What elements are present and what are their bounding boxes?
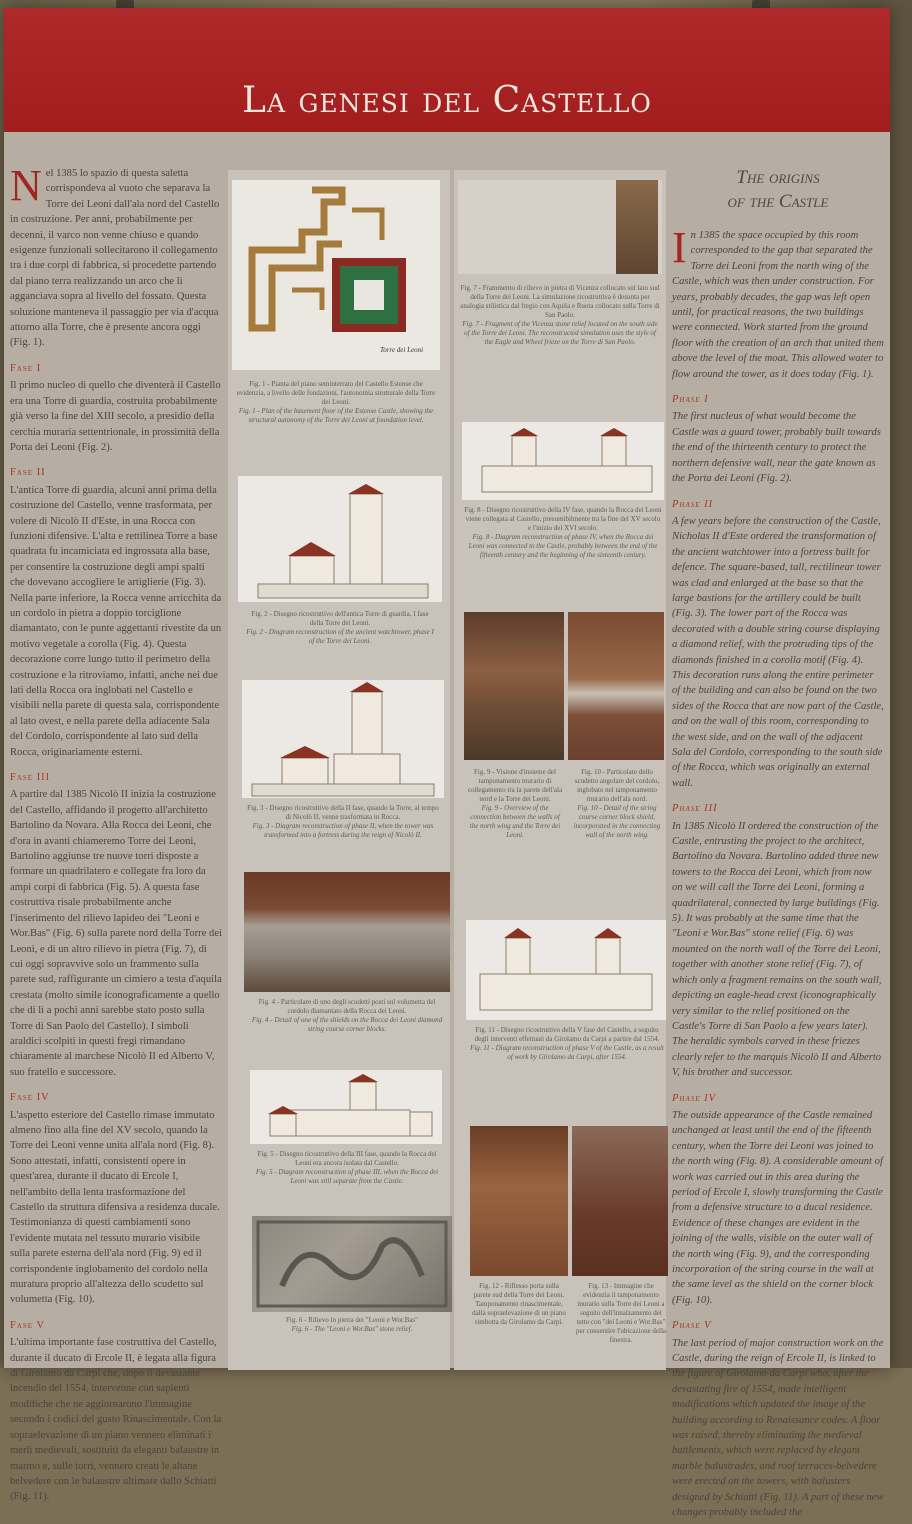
english-intro [672,223,884,382]
fig7-caption [460,284,660,347]
phase-heading: Phase III [672,803,718,815]
fig8-reconstruction-drawing [462,422,664,500]
phase-heading: Fase I [10,362,42,374]
caption-en: Fig. 2 - Diagram reconstruction of the ancient watchtower, phase I of the Torre dei Leoni. [246,628,434,645]
caption-it: Fig. 12 - Riflesso porta sulla parete sud della Torre dei Leoni. Tamponamento rinascimentale, dalla sopraelevazione di un piano rimbotta da Girolamo da Carpi. [472,1282,566,1326]
fig3-reconstruction-drawing [242,680,444,798]
phase-text: In 1385 Nicolò II ordered the construction of the Castle, entrusting the project to the architect, Bartolino da Novara. Bartolino added three new towers to the Rocca dei Leoni, which from now on we will call the Torre dei Leoni, forming a quadrilateral, connected by large buildings (Fig. 5). It was probably at the same time that the "Leoni e Wor.Bas" stone relief (Fig. 6) was mounted on the north wall of the Torre dei Leoni, together with another stone relief (Fig. 7), of which only a fragment remains on the south wall, depicting an eagle-head crest (iconographically very similar to the relief positioned on the Castle's Torre di San Paolo a few years later). The heraldic symbols carved in these friezes clearly refer to the marquis Nicolò II and Alberto V, his brother and successor. [672,820,882,1079]
caption-en: Fig. 3 - Diagram reconstruction of phase II, when the tower was transformed into a fortress during the reign of Nicolò II. [252,822,434,839]
caption-it: Fig. 5 - Disegno ricostruttivo della III fase, quando la Rocca dei Leoni era ancora isolata dal Castello. [257,1150,437,1167]
phase-text: L'aspetto esteriore del Castello rimase immutato almeno fino alla fine del XV secolo, quando la Torre dei Leoni venne unita all'ala nord (Fig. 8). Sono attestati, infatti, consistenti opere in quest'area, durante il ducato di Ercole I, nell'ambito della lenta trasformazione del Castello da struttura difensiva a residenza ducale. Testimonianza di questi cambiamenti sono l'evidente mutata nel tessuto murario visibile sulla parete esterna dell'ala nord (Fig. 9) ed il corrispondente inglobamento del cordolo nella muratura proprio all'altezza dello scudetto sul volumetta (Fig. 10). [10,1109,220,1306]
exhibit-panel [4,8,890,1519]
english-text-column [672,166,884,1524]
fig2-reconstruction-drawing [238,476,442,602]
fig11-reconstruction-drawing [466,920,666,1020]
fig1-caption [236,380,436,425]
phase-text: A few years before the construction of the Castle, Nicholas II d'Este ordered the transformation of the ancient watchtower into a fortress built for defence. The square-based, tall, rectilinear tower was clad and enlarged at the base so that the large bastions for the artillery could be built (Fig. 3). The lower part of the Rocca was decorated with a double string course displaying a diamond relief, with the protruding tips of the diamonds finished in a corolla motif (Fig. 4). This decoration runs along the entire perimeter of the building and can also be found on the two sides of the Rocca that are now part of the Castle, and on the wall of this room, corresponding to the west side, and on the wall of the adjacent Sala del Cordolo, corresponding to the south side of the Rocca, which was originally an external wall. [672,515,884,789]
caption-it: Fig. 9 - Visione d'insieme del tamponamento murario di collegamento tra la parete dell'ala nord e la Torre dei Leoni. [467,768,563,803]
fig4-caption [248,998,446,1034]
fig2-caption [244,610,436,646]
caption-en: Fig. 5 - Diagram reconstruction of phase III, when the Rocca dei Leoni was still separate from the Castle. [255,1168,439,1185]
phase-heading: Fase V [10,1319,46,1331]
caption-it: Fig. 8 - Disegno ricostruttivo della IV fase, quando la Rocca dei Leoni viene collegata al Castello, presumibilmente tra la fine del XV secolo e l'inizio del XVI secolo. [464,506,662,532]
caption-en: Fig. 8 - Diagram reconstruction of phase IV, when the Rocca dei Leoni was connected to the Castle, probably between the end of the fifteenth century and the beginning of the sixteenth century. [468,533,658,559]
phase-heading: Fase III [10,772,51,784]
fig10-shield-photo [568,612,664,760]
fig9-caption [466,768,564,840]
english-intro-text: n 1385 the space occupied by this room corresponded to the gap that separated the Torre dei Leoni from the north wing of the Castle, which was then under construction. For years, probably decades, the gap was left open until, for practical reasons, the two buildings were connected. Work started from the ground floor with the creation of an arch that united them above the level of the moat. This allowed water to flow around the tower, as it does today (Fig. 1). [672,230,884,380]
fig5-reconstruction-drawing [250,1070,442,1144]
phase-heading: Fase IV [10,1092,50,1104]
english-title-line1: The origins [736,167,820,188]
fig4-string-course-photo [244,872,450,992]
italian-dropcap: N [10,161,42,210]
fig12-door-photo [470,1126,568,1276]
caption-it: Fig. 11 - Disegno ricostruttivo della V fase del Castello, a seguito degli interventi effettuati da Girolamo da Carpi a partire dal 1554. [474,1026,660,1043]
caption-it: Fig. 7 - Frammento di rilievo in pietra di Vicenza collocato sul lato sud della Torre dei Leoni. La simulazione ricostruttiva è desunta per analogia stilistica dal fregio con Aquila e Ruota collocato sulla Torre di San Paolo. [460,284,660,319]
fig7-relief-simulation [458,180,662,274]
italian-text-column [10,161,222,1508]
fig13-caption [574,1282,668,1345]
fig9-north-wing-photo [464,612,564,760]
phase-heading: Phase I [672,394,709,406]
caption-it: Fig. 10 - Particolare dello scudetto angolare del cordolo, inglobato nel tamponamento murario dell'ala nord. [574,768,660,803]
phase-text: The last period of major construction work on the Castle, during the reign of Ercole II, is linked to the figure of Girolamo da Carpi who, after the devastating fire of 1554, made intelligent modifications which updated the image of the building according to Renaissance codes. A floor was raised, thereby eliminating the medieval battlements, which were replaced by elegant marble balustrades, and roof terraces-belvedere were erected on the towers, with balusters designed by Schiatti (Fig. 11). A part of these new changes probably included the [672,1337,884,1519]
fig13-wall-photo [572,1126,668,1276]
caption-it: Fig. 1 - Pianta del piano seminterrato del Castello Estense che evidenzia, a livello delle fondazioni, l'autonomia strutturale della Torre dei Leoni. [236,380,436,406]
caption-it: Fig. 2 - Disegno ricostruttivo dell'antica Torre di guardia, I fase della Torre dei Leoni. [251,610,429,627]
fig6-stone-relief-photo [252,1216,452,1312]
fig5-caption [252,1150,442,1186]
caption-it: Fig. 3 - Disegno ricostruttivo della II fase, quando la Torre, al tempo di Nicolò II, venne trasformata in Rocca. [247,804,439,821]
caption-en: Fig. 7 - Fragment of the Vicenza stone relief located on the south side of the Torre dei Leoni. The reconstructed simulation uses the style of the Eagle and Wheel frieze on the Torre di San Paolo. [462,320,658,346]
panel-title: La genesi del Castello [242,80,652,121]
title-banner [4,8,890,132]
fig6-caption [256,1316,448,1334]
phase-text: L'ultima importante fase costruttiva del Castello, durante il ducato di Ercole II, è legata alla figura di Girolamo da Carpi che, dopo il devastante incendio del 1554, intervenne con sapienti modifiche che ne aggiornarono l'immagine secondo i codici del gusto Rinascimentale. Con la sopraelevazione di un piano vennero eliminati i merli medievali, sostituiti da eleganti balaustre in marmo e, sulle torri, vennero creati le altane belvedere con le balaustre ultimate dallo Schiatti (Fig. 11). [10,1337,222,1503]
phase-text: The outside appearance of the Castle remained unchanged at least until the end of the fifteenth century, when the Torre dei Leoni was joined to the north wing (Fig. 8). A considerable amount of work was carried out in this area during the period of Ercole I, slowly transforming the Castle from a defensive structure to a ducal residence. Evidence of these changes are evident in the joining of the walls, visible on the outer wall of the north wing (Fig. 9), and the corresponding incorporation of the string course in the wall at the same level as the shield on the corner block (Fig. 10). [672,1109,883,1306]
caption-it: Fig. 4 - Particolare di uno degli scudetti posti sul volumetta del cordolo diamantato della Rocca dei Leoni. [258,998,436,1015]
phase-heading: Fase II [10,467,46,479]
caption-it: Fig. 6 - Rilievo in pietra dei "Leoni e Wor.Bas" [286,1316,418,1324]
italian-intro-text: el 1385 lo spazio di questa saletta corrispondeva al vuoto che separava la Torre dei Leoni dall'ala nord del Castello in costruzione. Per anni, probabilmente per decenni, il varco non venne chiuso e quando esigenze funzionali sollecitarono il collegamento tra i due corpi di fabbrica, si procedette partendo dal piano terra realizzando un arco che li agganciava sopra al livello del fossato. Questa soluzione manteneva il passaggio per via d'acqua attorno alla Torre, che è presente ancora oggi (Fig. 1). [10,168,220,349]
caption-en: Fig. 10 - Detail of the string course corner block shield, incorporated in the connecting wall of the north wing. [573,804,661,839]
caption-en: Fig. 11 - Diagram reconstruction of phase V of the Castle, as a result of work by Girolamo da Carpi, after 1554. [470,1044,664,1061]
english-title-line2: of the Castle [727,191,829,212]
phase-heading: Phase V [672,1320,712,1332]
phase-heading: Phase II [672,498,714,510]
italian-intro [10,161,222,351]
english-dropcap: I [672,223,687,272]
caption-it: Fig. 13 - Immagine che evidenzia il tamponamento murario sulla Torre dei Leoni a seguito dell'innalzamento del tetto con "dei Leoni e Wor.Bas" per consentire l'ubicazione della finestra. [575,1282,667,1344]
fig1-map-label: Torre dei Leoni [380,346,424,354]
phase-text: Il primo nucleo di quello che diventerà il Castello era una Torre di guardia, costruita probabilmente già verso la fine del XIII secolo, a presidio della cerchia muraria settentrionale, in prossimità della Porta dei Leoni (Fig. 2). [10,380,221,453]
caption-en: Fig. 4 - Detail of one of the shields on the Rocca dei Leoni diamond string course corner blocks. [251,1016,443,1033]
fig1-floor-plan [232,180,440,370]
caption-en: Fig. 9 - Overview of the connection between the walls of the north wing and the Torre dei Leoni. [469,804,561,839]
english-title [672,166,884,214]
fig12-caption [472,1282,566,1327]
phase-text: The first nucleus of what would become the Castle was a guard tower, probably built towards the end of the thirteenth century to protect the northern defensive wall, near the gate known as the Porta dei Leoni (Fig. 2). [672,411,881,485]
phase-heading: Phase IV [672,1092,717,1104]
phase-text: L'antica Torre di guardia, alcuni anni prima della costruzione del Castello, venne trasformata, per volere di Nicolò II d'Este, in una Rocca con funzioni difensive. L'alta e rettilinea Torre a base quadrata fu incamiciata ed ingrossata alla base, per consentire la costruzione degli ampi spalti che dovevano accogliere le artiglierie (Fig. 3). Nella parte inferiore, la Rocca venne arricchita da un cordolo in pietra a doppio torciglione diamantato, con le punte aggettanti rivestite da un motivo vegetale a corolla (Fig. 4). Questa decorazione corre lungo tutto il perimetro della costruzione e la ritroviamo, infatti, anche nei due lati della Rocca ora inglobati nel Castello e visibili nella parete di questa sala, corrispondente al lato ovest, e nella parete della adiacente Sala del Cordolo, corrispondente al lato sud della Rocca, originariamente esterni. [10,484,222,758]
fig3-caption [244,804,442,840]
phase-text: A partire dal 1385 Nicolò II inizia la costruzione del Castello, affidando il progetto all'architetto Bartolino da Novara. Alla Rocca dei Leoni, che d'ora in avanti chiameremo Torre dei Leoni, Bartolino aggiunse tre nuove torri disposte a formare un quadrilatero e collegate fra loro da ampi corpi di fabbrica (Fig. 5). A questa fase costruttiva risale probabilmente anche l'inserimento del rilievo lapideo dei "Leoni e Wor.Bas" (Fig. 6) sulla parete nord della Torre dei Leoni, e di un altro rilievo in pietra (Fig. 7), di cui oggi sopravvive solo un frammento sulla parete sud, raffigurante un cimiero a testa d'aquila crestata (molto simile iconograficamente a quello che di lì a pochi anni sarebbe stato posto sulla Torre di San Paolo del Castello). I simboli araldici scolpiti in questi fregi rimandano chiaramente al marchese Nicolò II ed Alberto V, suo fratello e successore. [10,789,222,1078]
caption-en: Fig. 6 - The "Leoni e Wor.Bas" stone relief. [291,1325,413,1333]
fig8-caption [464,506,662,560]
fig10-caption [570,768,664,840]
caption-en: Fig. 1 - Plan of the basement floor of the Estense Castle, showing the structural autonomy of the Torre dei Leoni at foundation level. [238,407,434,424]
fig11-caption [470,1026,664,1062]
